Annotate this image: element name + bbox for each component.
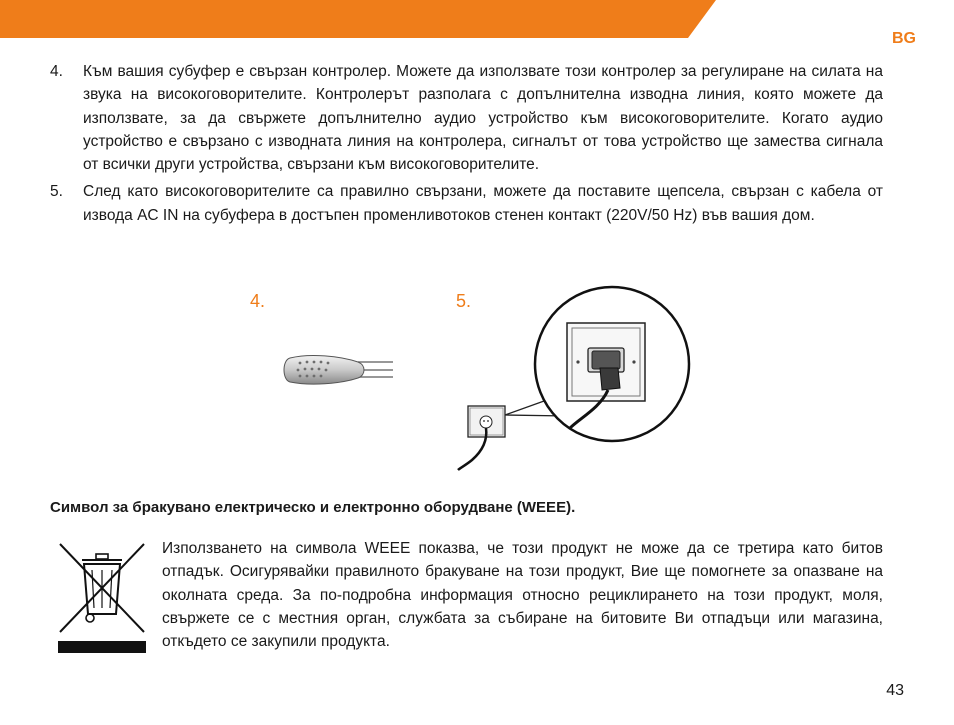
weee-description: Използването на символа WEEE показва, че този продукт не може да се третира като битов отпадък. Осигурявайки правилното бракуване на този продукт, Вие ще помогнете за опазване на околната среда. За по-подробна информация относно рециклирането на този продукт, моля, свържете се с местния орган, службата за събиране на битовите Ви отпадъци или магазина, откъдето се закупили продукта. <box>162 540 883 651</box>
language-tag: BG <box>892 30 916 47</box>
step-number: 4. <box>50 63 63 80</box>
list-item-step-4 <box>50 60 883 176</box>
header-band <box>0 0 954 38</box>
weee-heading: Символ за бракувано електрическо и електронно оборудване (WEEE). <box>50 499 576 516</box>
figure-4-label: 4. <box>250 291 266 311</box>
wired-remote-icon <box>280 350 395 390</box>
figure-5-label: 5. <box>456 291 472 311</box>
instruction-list <box>50 60 883 231</box>
wall-socket-plug-icon <box>450 268 695 478</box>
step-text: Към вашия субуфер е свързан контролер. Можете да използвате този контролер за регулиране на силата на звука на високоговорителите. Контролерът разполага с допълнителна изводна линия, която можете да използвате, за да свържете допълнително аудио устройство към високоговорителите. Когато аудио устройство е свързано с изводната линия на контролера, сигналът от това устройство ще замества сигнала от всички други устройства, свързани към високоговорителите. <box>83 63 883 174</box>
list-item-step-5 <box>50 180 883 227</box>
page-number: 43 <box>886 682 904 699</box>
crossed-out-wheelie-bin-icon <box>56 540 148 656</box>
step-number: 5. <box>50 183 63 201</box>
step-text: След като високоговорителите са правилно свързани, можете да поставите щепсела, свързан с кабела от извода AC IN на субуфера в достъпен променливотоков стенен контакт (220V/50 Hz) във вашия дом. <box>83 183 883 224</box>
